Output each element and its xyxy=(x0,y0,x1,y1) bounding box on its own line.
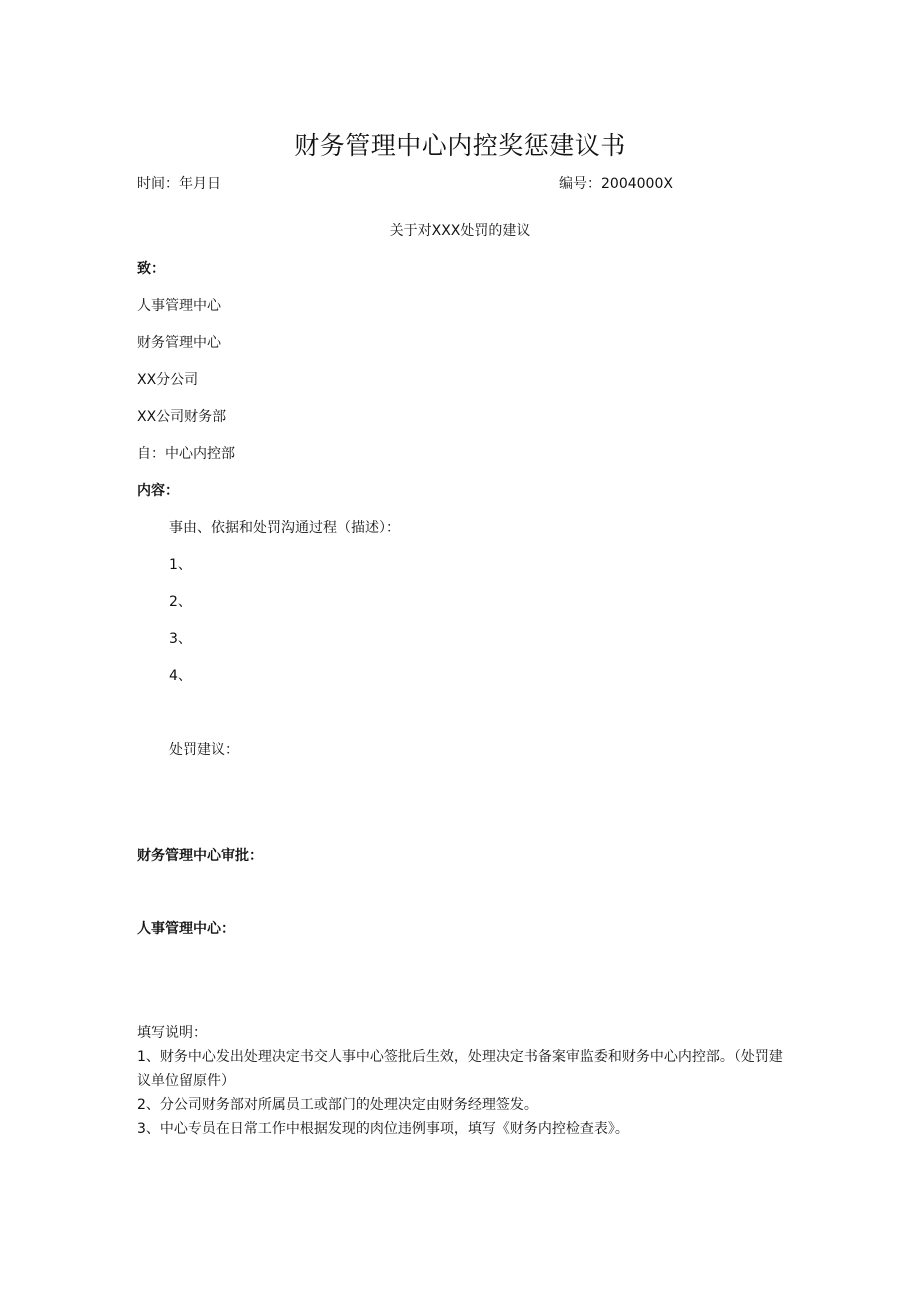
instruction-item: 3、中心专员在日常工作中根据发现的肉位违例事项，填写《财务内控检查表》。 xyxy=(137,1121,629,1137)
instructions-title: 填写说明： xyxy=(137,1025,207,1041)
date-field: 时间：年月日 xyxy=(137,176,221,192)
numbered-item: 4、 xyxy=(169,668,192,684)
recipient-item: 人事管理中心 xyxy=(137,298,221,314)
instruction-item: 2、分公司财务部对所属员工或部门的处理决定由财务经理签发。 xyxy=(137,1097,538,1113)
document-title: 财务管理中心内控奖惩建议书 xyxy=(294,131,626,160)
recipient-item: XX公司财务部 xyxy=(137,409,227,425)
subject-line: 关于对XXX处罚的建议 xyxy=(389,223,531,239)
document-number: 编号：2004000X xyxy=(559,176,673,192)
numbered-item: 1、 xyxy=(169,557,192,573)
numbered-item: 2、 xyxy=(169,594,192,610)
content-label: 内容： xyxy=(137,483,179,499)
hr-approval-label: 人事管理中心： xyxy=(137,921,235,937)
recipient-item: XX分公司 xyxy=(137,372,199,388)
reason-label: 事由、依据和处罚沟通过程（描述）： xyxy=(169,520,400,536)
numbered-item: 3、 xyxy=(169,631,192,647)
from-line: 自：中心内控部 xyxy=(137,446,235,462)
instruction-item: 1、财务中心发出处理决定书交人事中心签批后生效，处理决定书备案审监委和财务中心内控部。（处罚建议单位留原件） xyxy=(137,1049,783,1089)
to-label: 致： xyxy=(137,261,165,277)
penalty-suggestion-label: 处罚建议： xyxy=(169,742,239,758)
instructions-section xyxy=(137,1021,787,1141)
finance-approval-label: 财务管理中心审批： xyxy=(137,848,263,864)
recipient-item: 财务管理中心 xyxy=(137,335,221,351)
